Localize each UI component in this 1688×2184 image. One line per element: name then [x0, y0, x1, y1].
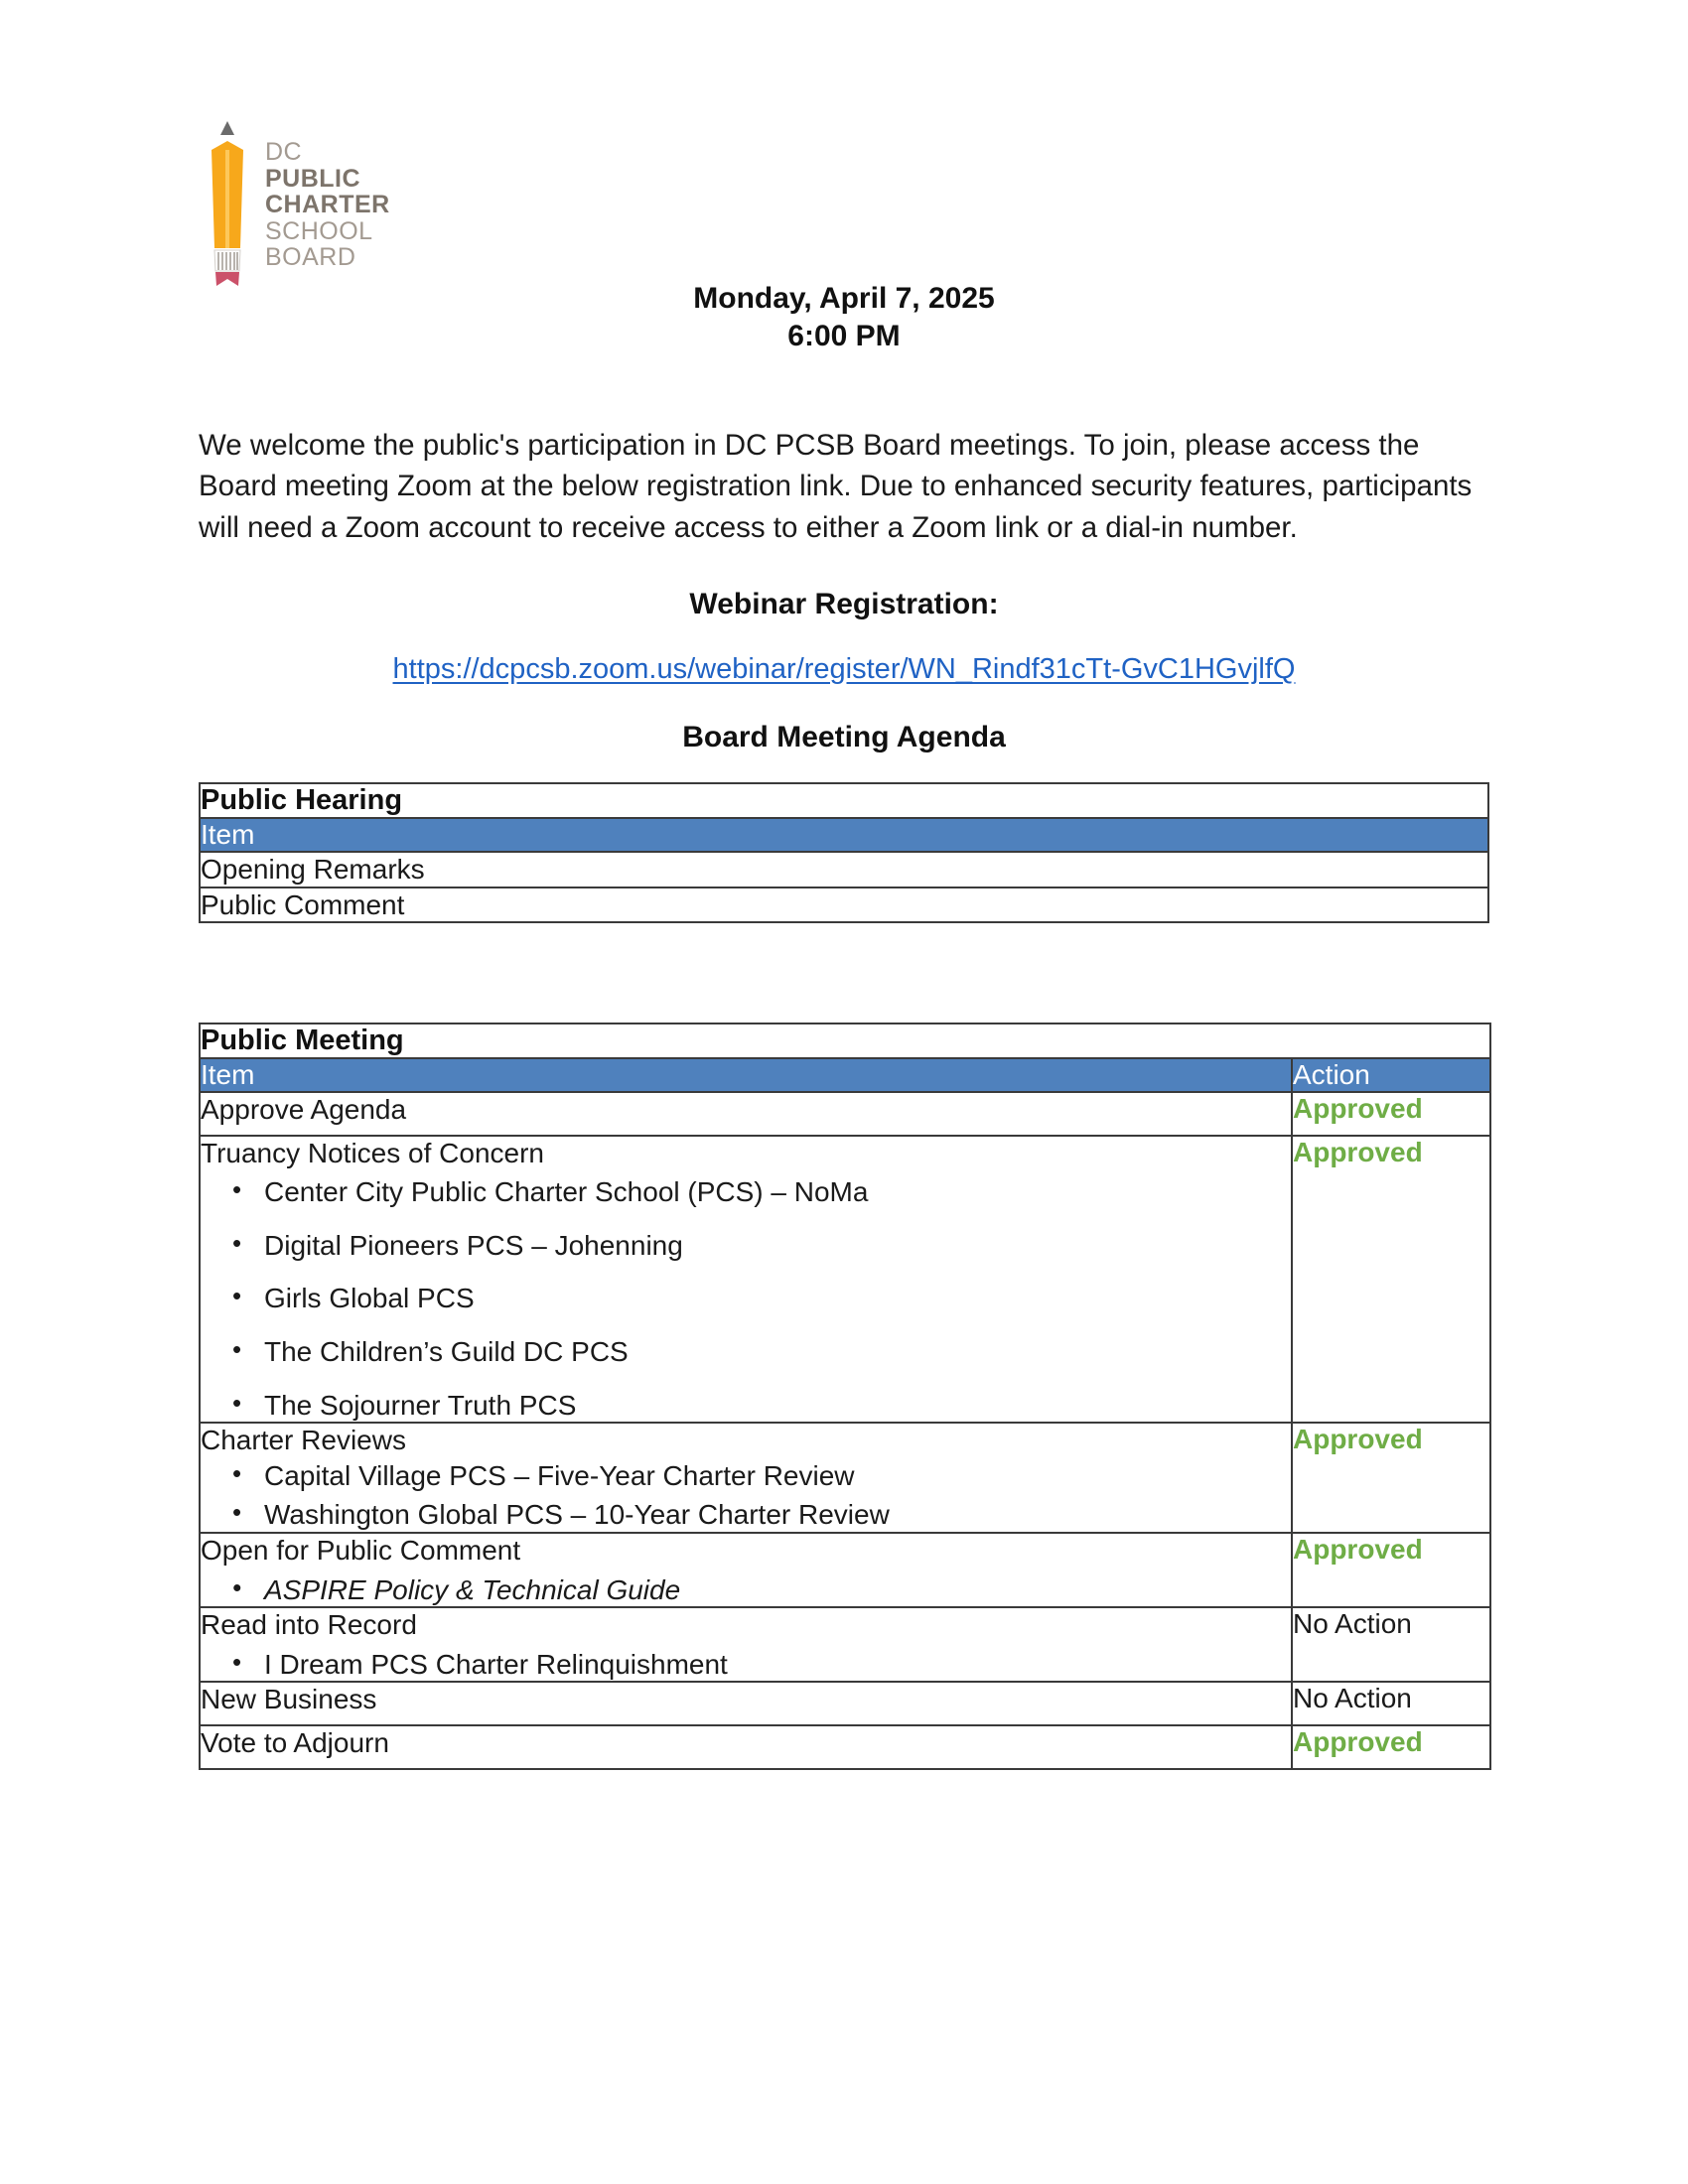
action-badge: No Action — [1292, 1607, 1490, 1682]
list-item: • Washington Global PCS – 10-Year Charter Review — [262, 1498, 1291, 1532]
public-meeting-table — [199, 1023, 1491, 1770]
table-row — [200, 1423, 1490, 1533]
column-header-action: Action — [1292, 1058, 1490, 1092]
meeting-item-approve-agenda — [200, 1092, 1292, 1136]
table-row — [200, 1136, 1490, 1424]
meeting-item-new-business — [200, 1682, 1292, 1725]
item-bullet-list — [201, 1175, 1291, 1422]
list-item: • Digital Pioneers PCS – Johenning — [262, 1229, 1291, 1263]
table-caption-row — [200, 783, 1488, 818]
table-row — [200, 1682, 1490, 1725]
meeting-item-read-into-record — [200, 1607, 1292, 1682]
dc-pcsb-logo — [204, 117, 501, 291]
list-item: • Capital Village PCS – Five-Year Charter Review — [262, 1459, 1291, 1493]
list-item: • I Dream PCS Charter Relinquishment — [262, 1648, 1291, 1682]
item-bullet-list — [201, 1573, 1291, 1607]
table-row — [200, 1607, 1490, 1682]
action-badge: Approved — [1292, 1136, 1490, 1424]
logo-wordmark — [265, 139, 390, 271]
webinar-registration-heading: Webinar Registration: — [689, 588, 999, 620]
public-meeting-caption: Public Meeting — [200, 1024, 1490, 1058]
action-badge: Approved — [1292, 1725, 1490, 1769]
list-item: • The Children’s Guild DC PCS — [262, 1335, 1291, 1369]
column-header-item: Item — [200, 818, 1488, 852]
table-row — [200, 1092, 1490, 1136]
table-row — [200, 1725, 1490, 1769]
item-label: Read into Record — [201, 1609, 417, 1641]
item-bullet-list — [201, 1648, 1291, 1682]
logo-line-public: PUBLIC — [265, 164, 361, 193]
agenda-title: Board Meeting Agenda — [682, 721, 1006, 753]
table-caption-row — [200, 1024, 1490, 1058]
meeting-item-charter-reviews — [200, 1423, 1292, 1533]
item-label: Public Comment — [201, 888, 405, 920]
column-header-item: Item — [200, 1058, 1292, 1092]
hearing-item-opening-remarks — [200, 852, 1488, 887]
item-label: Truancy Notices of Concern — [201, 1137, 544, 1168]
table-header-row — [200, 818, 1488, 852]
item-label: Open for Public Comment — [201, 1534, 521, 1566]
meeting-item-vote-to-adjourn — [200, 1725, 1292, 1769]
intro-paragraph: We welcome the public's participation in DC PCSB Board meetings. To join, please access the Board meeting Zoom at the below registration link. Due to enhanced security features, participants will need a Zoom account to receive access to either a Zoom link or a dial-in number. — [199, 428, 1473, 545]
public-hearing-caption: Public Hearing — [200, 783, 1488, 818]
item-label: Vote to Adjourn — [201, 1726, 389, 1758]
table-row — [200, 1533, 1490, 1607]
meeting-item-truancy-notices — [200, 1136, 1292, 1424]
item-label: Charter Reviews — [201, 1425, 406, 1456]
list-item: • The Sojourner Truth PCS — [262, 1389, 1291, 1423]
public-hearing-table — [199, 782, 1489, 923]
list-item: • Girls Global PCS — [262, 1282, 1291, 1315]
list-item: • Center City Public Charter School (PCS) – NoMa — [262, 1175, 1291, 1209]
hearing-item-public-comment — [200, 887, 1488, 923]
table-row — [200, 852, 1488, 887]
table-row — [200, 887, 1488, 923]
meeting-time: 6:00 PM — [787, 320, 901, 353]
logo-line-school: SCHOOL — [265, 216, 373, 245]
pencil-icon — [204, 117, 265, 291]
logo-line-charter: CHARTER — [265, 191, 390, 218]
table-header-row — [200, 1058, 1490, 1092]
item-label: New Business — [201, 1684, 377, 1715]
logo-line-dc: DC — [265, 138, 303, 166]
item-label: Opening Remarks — [201, 854, 425, 885]
item-label: Approve Agenda — [201, 1094, 407, 1125]
action-badge: No Action — [1292, 1682, 1490, 1725]
webinar-link-container — [199, 653, 1489, 686]
meeting-date: Monday, April 7, 2025 — [693, 282, 995, 315]
meeting-datetime — [199, 280, 1489, 356]
webinar-registration-link[interactable]: https://dcpcsb.zoom.us/webinar/register/WN_Rindf31cTt-GvC1HGvjlfQ — [392, 653, 1296, 685]
meeting-item-open-public-comment — [200, 1533, 1292, 1607]
action-badge: Approved — [1292, 1092, 1490, 1136]
action-badge: Approved — [1292, 1423, 1490, 1533]
action-badge: Approved — [1292, 1533, 1490, 1607]
item-bullet-list — [201, 1459, 1291, 1532]
logo-line-board: BOARD — [265, 243, 356, 271]
list-item: • ASPIRE Policy & Technical Guide — [262, 1573, 1291, 1607]
